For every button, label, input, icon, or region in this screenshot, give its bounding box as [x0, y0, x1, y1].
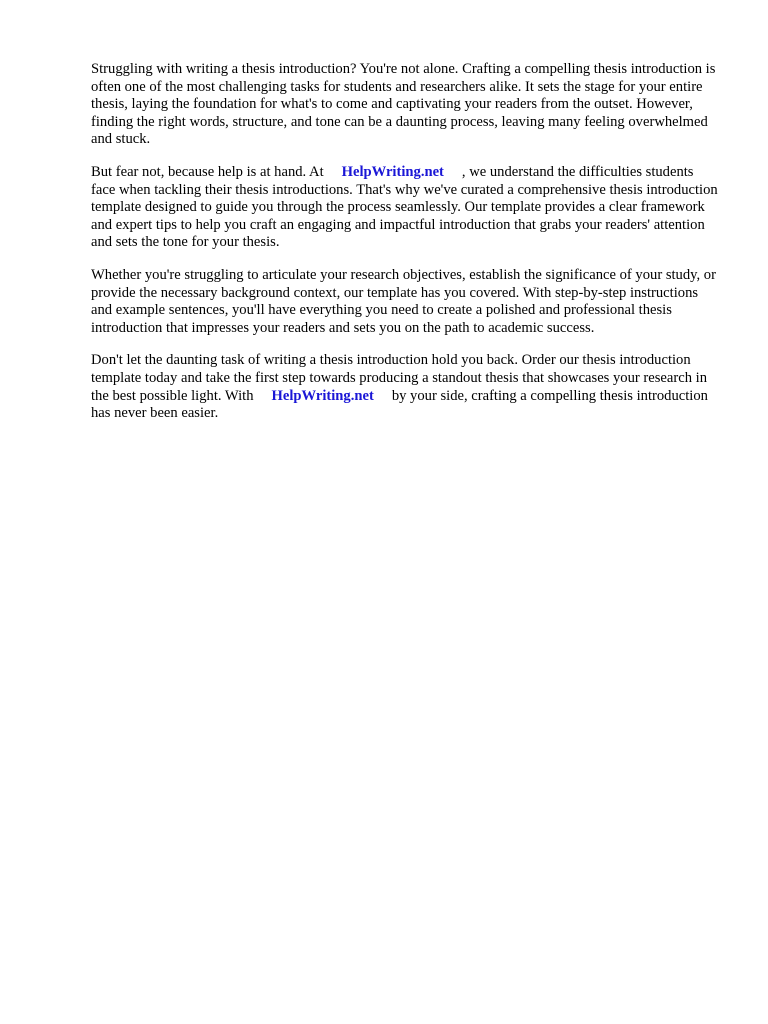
- paragraph-text-after-link: , we understand the difficulties students face when tackling their thesis introductions. That's why we've curated a comprehensive thesis introduction template designed to guide you through the process seamlessly. Our template provides a clear framework and expert tips to help you craft an engaging and impactful introduction that grabs your readers' attention and sets the tone for your thesis.: [91, 163, 718, 251]
- paragraph-intro: Struggling with writing a thesis introduction? You're not alone. Crafting a compelling thesis introduction is often one of the most challenging tasks for students and researchers alike. It sets the stage for your entire thesis, laying the foundation for what's to come and captivating your readers from the outset. However, finding the right words, structure, and tone can be a daunting process, leaving many feeling overwhelmed and stuck.: [91, 61, 716, 148]
- paragraph-help-offer: [91, 164, 721, 252]
- document-body: [91, 61, 721, 438]
- helpwriting-link[interactable]: HelpWriting.net: [341, 163, 444, 180]
- paragraph-text-after-link: by your side, crafting a compelling thesis introduction has never been easier.: [91, 387, 708, 422]
- paragraph-text-before-link: Don't let the daunting task of writing a thesis introduction hold you back. Order our thesis introduction template today and take the first step towards producing a standout thesis that showcases your research in the best possible light. With: [91, 352, 708, 404]
- paragraph-call-to-action: [91, 352, 721, 422]
- helpwriting-link[interactable]: HelpWriting.net: [271, 387, 374, 404]
- paragraph-text-before-link: But fear not, because help is at hand. At: [91, 163, 324, 180]
- paragraph-template-details: Whether you're struggling to articulate your research objectives, establish the significance of your study, or provide the necessary background context, our template has you covered. With step-by-step instructions and example sentences, you'll have everything you need to create a polished and professional thesis introduction that impresses your readers and sets you on the path to academic success.: [91, 266, 716, 336]
